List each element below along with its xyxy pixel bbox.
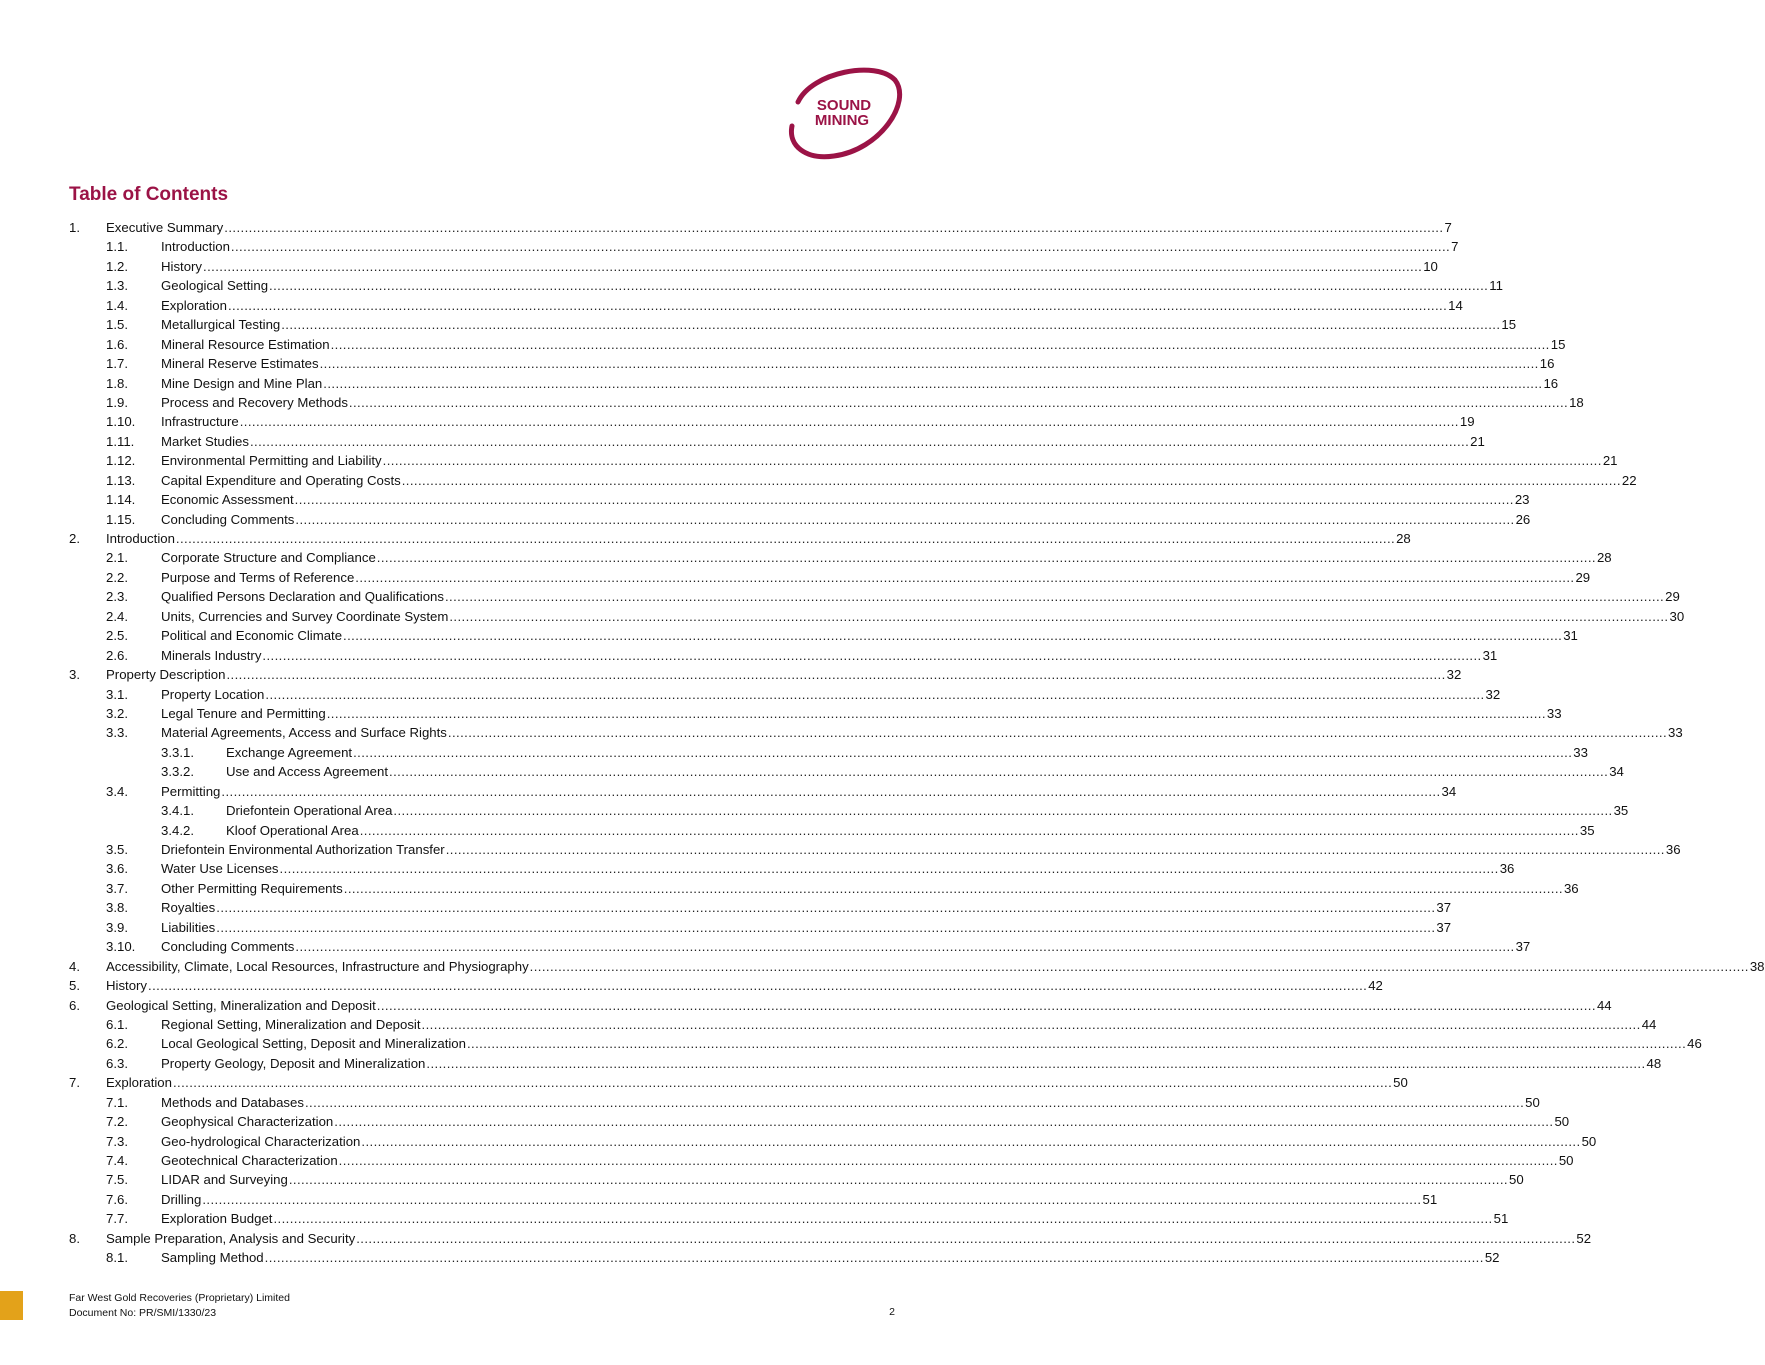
toc-dot-leader: ............................................................................................................................................................................................................................................................................................................: [338, 1153, 1558, 1168]
toc-entry[interactable]: [69, 529, 1411, 548]
toc-entry-page: 51: [1493, 1211, 1509, 1227]
toc-entry-page: 31: [1482, 647, 1498, 663]
toc-entry-page: 36: [1499, 861, 1515, 877]
toc-entry-page: 50: [1554, 1114, 1570, 1130]
toc-entry-number: 7.4.: [106, 1153, 128, 1168]
toc-entry-page: 50: [1393, 1075, 1408, 1091]
toc-entry-number: 2.1.: [106, 550, 128, 566]
toc-entry-title: Infrastructure: [161, 414, 239, 430]
toc-dot-leader: ............................................................................................................................................................................................................................................................................................................: [224, 220, 1444, 235]
toc-entry-number: 7.1.: [106, 1094, 128, 1110]
toc-entry-number: 7.: [69, 1075, 80, 1091]
toc-entry[interactable]: [69, 1054, 1662, 1073]
toc-entry-title: Process and Recovery Methods: [161, 394, 348, 410]
toc-entry-title: Political and Economic Climate: [161, 628, 343, 644]
toc-entry-page: 48: [1646, 1055, 1662, 1071]
toc-dot-leader: ............................................................................................................................................................................................................................................................................................................: [172, 1075, 1393, 1091]
toc-entry[interactable]: [69, 607, 1685, 626]
toc-dot-leader: ............................................................................................................................................................................................................................................................................................................: [295, 511, 1515, 527]
toc-entry-title: Geophysical Characterization: [161, 1114, 334, 1130]
toc-dot-leader: ............................................................................................................................................................................................................................................................................................................: [227, 297, 1448, 313]
toc-entry-number: 8.: [69, 1230, 80, 1246]
toc-dot-leader: ............................................................................................................................................................................................................................................................................................................: [361, 1133, 1581, 1149]
toc-dot-leader: ............................................................................................................................................................................................................................................................................................................: [376, 997, 1596, 1013]
toc-entry-number: 3.4.: [106, 783, 128, 799]
toc-entry[interactable]: [69, 1015, 1657, 1034]
toc-dot-leader: ............................................................................................................................................................................................................................................................................................................: [426, 1055, 1646, 1071]
toc-entry-number: 3.4.1.: [161, 803, 194, 819]
toc-entry-page: 37: [1436, 900, 1452, 916]
toc-dot-leader: ............................................................................................................................................................................................................................................................................................................: [216, 900, 1436, 916]
toc-entry-page: 21: [1470, 433, 1485, 449]
toc-entry-title: Introduction: [161, 239, 230, 255]
toc-dot-leader: ............................................................................................................................................................................................................................................................................................................: [356, 1230, 1576, 1246]
toc-dot-leader: ............................................................................................................................................................................................................................................................................................................: [355, 569, 1575, 585]
toc-entry-title: Geological Setting, Mineralization and Deposit: [106, 997, 376, 1013]
toc-entry-page: 26: [1515, 511, 1531, 527]
toc-dot-leader: ............................................................................................................................................................................................................................................................................................................: [239, 414, 1459, 430]
toc-entry-number: 1.3.: [106, 278, 128, 294]
toc-entry[interactable]: [69, 451, 1618, 470]
toc-entry[interactable]: [69, 1132, 1597, 1151]
toc-entry-page: 19: [1459, 414, 1475, 430]
toc-entry-page: 33: [1573, 744, 1588, 760]
toc-dot-leader: ............................................................................................................................................................................................................................................................................................................: [269, 278, 1489, 294]
toc-entry[interactable]: [69, 743, 1588, 762]
toc-entry-title: Geo-hydrological Characterization: [161, 1133, 361, 1149]
toc-entry-number: 3.9.: [106, 919, 128, 935]
toc-dot-leader: ............................................................................................................................................................................................................................................................................................................: [221, 783, 1441, 799]
toc-entry-page: 46: [1687, 1036, 1702, 1052]
toc-entry-page: 30: [1669, 608, 1685, 624]
toc-entry[interactable]: [69, 840, 1681, 859]
toc-dot-leader: ............................................................................................................................................................................................................................................................................................................: [445, 842, 1665, 857]
toc-entry[interactable]: [69, 918, 1452, 937]
toc-entry-number: 6.: [69, 997, 80, 1013]
toc-entry-title: Property Description: [106, 667, 226, 683]
toc-entry[interactable]: [69, 587, 1680, 606]
toc-dot-leader: ............................................................................................................................................................................................................................................................................................................: [230, 239, 1451, 255]
toc-entry-page: 15: [1501, 317, 1517, 333]
toc-entry-title: Use and Access Agreement: [226, 764, 389, 780]
toc-dot-leader: ............................................................................................................................................................................................................................................................................................................: [323, 375, 1543, 391]
toc-entry-number: 3.5.: [106, 842, 128, 857]
toc-entry-page: 7: [1444, 220, 1452, 235]
toc-entry-title: Mineral Resource Estimation: [161, 336, 330, 352]
toc-entry-page: 18: [1569, 394, 1584, 410]
toc-entry[interactable]: [69, 412, 1475, 431]
toc-entry-number: 3.6.: [106, 861, 128, 877]
toc-dot-leader: ............................................................................................................................................................................................................................................................................................................: [281, 317, 1501, 333]
toc-entry-number: 7.3.: [106, 1133, 128, 1149]
toc-entry-number: 3.7.: [106, 880, 128, 896]
toc-entry-title: Mine Design and Mine Plan: [161, 375, 323, 391]
toc-entry[interactable]: [69, 296, 1463, 315]
toc-entry-page: 28: [1396, 531, 1411, 546]
toc-entry[interactable]: [69, 957, 1765, 976]
toc-entry-page: 44: [1641, 1016, 1657, 1032]
toc-dot-leader: ............................................................................................................................................................................................................................................................................................................: [148, 978, 1368, 994]
toc-entry-title: Exploration Budget: [161, 1211, 273, 1227]
toc-dot-leader: ............................................................................................................................................................................................................................................................................................................: [175, 531, 1396, 546]
toc-entry-number: 2.2.: [106, 569, 128, 585]
toc-dot-leader: ............................................................................................................................................................................................................................................................................................................: [326, 705, 1546, 721]
toc-entry-title: Driefontein Operational Area: [226, 803, 393, 819]
toc-entry-number: 3.2.: [106, 705, 128, 721]
toc-entry-number: 5.: [69, 978, 80, 994]
toc-entry-title: Purpose and Terms of Reference: [161, 569, 355, 585]
toc-entry-page: 36: [1563, 880, 1579, 896]
toc-entry-page: 23: [1514, 492, 1530, 508]
toc-entry-number: 3.4.2.: [161, 822, 194, 838]
toc-entry[interactable]: [69, 393, 1584, 412]
toc-dot-leader: ............................................................................................................................................................................................................................................................................................................: [273, 1211, 1493, 1227]
toc-entry-page: 16: [1543, 375, 1559, 391]
toc-entry-page: 32: [1485, 686, 1501, 702]
toc-entry-page: 52: [1484, 1250, 1500, 1266]
toc-entry[interactable]: [69, 704, 1562, 723]
toc-entry[interactable]: [69, 1112, 1570, 1131]
toc-entry-title: Kloof Operational Area: [226, 822, 359, 838]
toc-dot-leader: ............................................................................................................................................................................................................................................................................................................: [330, 336, 1550, 352]
toc-entry-number: 1.9.: [106, 394, 128, 410]
toc-dot-leader: ............................................................................................................................................................................................................................................................................................................: [343, 628, 1563, 644]
toc-entry[interactable]: [69, 510, 1531, 529]
toc-dot-leader: ............................................................................................................................................................................................................................................................................................................: [376, 550, 1596, 566]
toc-dot-leader: ............................................................................................................................................................................................................................................................................................................: [359, 822, 1579, 838]
toc-entry-title: Royalties: [161, 900, 216, 916]
toc-entry[interactable]: [69, 646, 1498, 665]
toc-entry-title: Sampling Method: [161, 1250, 264, 1266]
toc-entry-page: 36: [1665, 842, 1681, 857]
toc-entry-number: 2.6.: [106, 647, 128, 663]
toc-entry-title: Exploration: [106, 1075, 172, 1091]
toc-entry[interactable]: [69, 315, 1517, 334]
toc-entry-page: 16: [1539, 356, 1555, 372]
toc-entry-page: 50: [1525, 1094, 1540, 1110]
toc-entry-page: 11: [1489, 278, 1503, 294]
toc-dot-leader: ............................................................................................................................................................................................................................................................................................................: [203, 258, 1423, 274]
toc-entry[interactable]: [69, 548, 1612, 567]
toc-entry[interactable]: [69, 665, 1462, 684]
toc-entry-page: 29: [1665, 589, 1680, 605]
toc-dot-leader: ............................................................................................................................................................................................................................................................................................................: [421, 1016, 1641, 1032]
toc-entry[interactable]: [69, 801, 1629, 820]
toc-dot-leader: ............................................................................................................................................................................................................................................................................................................: [279, 861, 1499, 877]
toc-dot-leader: ............................................................................................................................................................................................................................................................................................................: [447, 725, 1668, 741]
toc-entry-title: Exchange Agreement: [226, 744, 353, 760]
toc-entry-number: 3.3.2.: [161, 764, 194, 780]
toc-entry-number: 6.3.: [106, 1055, 128, 1071]
toc-entry-title: Capital Expenditure and Operating Costs: [161, 472, 401, 488]
toc-entry-title: Geotechnical Characterization: [161, 1153, 338, 1168]
toc-entry-page: 50: [1558, 1153, 1574, 1168]
toc-entry-title: Executive Summary: [106, 220, 224, 235]
toc-entry-title: Environmental Permitting and Liability: [161, 453, 382, 469]
toc-entry-title: Introduction: [106, 531, 175, 546]
toc-entry-number: 1.6.: [106, 336, 128, 352]
toc-entry-number: 2.4.: [106, 608, 128, 624]
toc-entry-number: 2.3.: [106, 589, 128, 605]
toc-entry-page: 37: [1436, 919, 1452, 935]
toc-entry-page: 37: [1515, 939, 1531, 955]
toc-entry[interactable]: [69, 374, 1559, 393]
toc-entry-title: Permitting: [161, 783, 221, 799]
toc-dot-leader: ............................................................................................................................................................................................................................................................................................................: [249, 433, 1470, 449]
toc-entry-page: 35: [1613, 803, 1629, 819]
toc-entry-number: 7.6.: [106, 1191, 128, 1207]
toc-entry-number: 2.5.: [106, 628, 128, 644]
toc-entry-number: 1.15.: [106, 511, 136, 527]
toc-entry[interactable]: [69, 762, 1624, 781]
toc-entry-page: 34: [1609, 764, 1624, 780]
page-number: 2: [889, 1306, 895, 1318]
toc-dot-leader: ............................................................................................................................................................................................................................................................................................................: [304, 1094, 1525, 1110]
toc-entry-page: 33: [1546, 705, 1562, 721]
toc-entry-page: 28: [1596, 550, 1612, 566]
toc-entry[interactable]: [69, 685, 1501, 704]
toc-entry[interactable]: [69, 859, 1515, 878]
toc-entry-number: 1.12.: [106, 453, 136, 469]
page-title: Table of Contents: [69, 184, 229, 205]
toc-entry-title: Driefontein Environmental Authorization Transfer: [161, 842, 445, 857]
toc-entry-number: 3.1.: [106, 686, 128, 702]
toc-entry-number: 1.5.: [106, 317, 128, 333]
toc-entry[interactable]: [69, 1170, 1524, 1189]
toc-entry-page: 44: [1596, 997, 1612, 1013]
table-of-contents: [69, 218, 1765, 1268]
toc-entry[interactable]: [69, 1209, 1509, 1228]
toc-dot-leader: ............................................................................................................................................................................................................................................................................................................: [288, 1172, 1508, 1188]
toc-entry[interactable]: [69, 335, 1566, 354]
sound-mining-logo: [784, 66, 902, 160]
toc-entry-title: LIDAR and Surveying: [161, 1172, 288, 1188]
toc-entry-page: 7: [1451, 239, 1459, 255]
toc-entry-title: Exploration: [161, 297, 227, 313]
toc-entry-number: 7.2.: [106, 1114, 128, 1130]
toc-entry[interactable]: [69, 976, 1383, 995]
toc-entry-title: Sample Preparation, Analysis and Security: [106, 1230, 356, 1246]
toc-dot-leader: ............................................................................................................................................................................................................................................................................................................: [343, 880, 1563, 896]
toc-entry-number: 3.8.: [106, 900, 128, 916]
toc-entry-number: 1.: [69, 220, 80, 235]
toc-entry-number: 6.1.: [106, 1016, 128, 1032]
toc-entry-title: Minerals Industry: [161, 647, 262, 663]
toc-entry-title: Concluding Comments: [161, 939, 295, 955]
toc-entry-title: History: [161, 258, 203, 274]
logo-word-mining: MINING: [814, 112, 870, 129]
toc-entry[interactable]: [69, 1248, 1500, 1267]
toc-dot-leader: ............................................................................................................................................................................................................................................................................................................: [348, 394, 1569, 410]
toc-entry[interactable]: [69, 257, 1438, 276]
toc-dot-leader: ............................................................................................................................................................................................................................................................................................................: [319, 356, 1539, 372]
toc-entry-number: 3.10.: [106, 939, 136, 955]
toc-dot-leader: ............................................................................................................................................................................................................................................................................................................: [226, 667, 1446, 683]
toc-entry[interactable]: [69, 237, 1459, 256]
toc-entry-page: 34: [1441, 783, 1457, 799]
toc-dot-leader: ............................................................................................................................................................................................................................................................................................................: [202, 1191, 1422, 1207]
toc-entry[interactable]: [69, 1093, 1540, 1112]
toc-entry-title: History: [106, 978, 148, 994]
toc-dot-leader: ............................................................................................................................................................................................................................................................................................................: [529, 958, 1749, 974]
toc-entry-title: Drilling: [161, 1191, 202, 1207]
toc-entry-number: 1.13.: [106, 472, 136, 488]
toc-entry[interactable]: [69, 1151, 1574, 1170]
footer-company: Far West Gold Recoveries (Proprietary) Limited: [69, 1292, 290, 1304]
toc-entry-number: 1.11.: [106, 433, 135, 449]
toc-dot-leader: ............................................................................................................................................................................................................................................................................................................: [382, 453, 1602, 469]
toc-entry-number: 3.3.1.: [161, 744, 194, 760]
toc-entry-title: Regional Setting, Mineralization and Deposit: [161, 1016, 421, 1032]
toc-entry[interactable]: [69, 1229, 1592, 1248]
toc-entry-number: 1.4.: [106, 297, 128, 313]
toc-entry[interactable]: [69, 354, 1555, 373]
toc-entry-title: Legal Tenure and Permitting: [161, 705, 326, 721]
toc-entry-number: 1.7.: [106, 356, 128, 372]
toc-entry-number: 1.10.: [106, 414, 136, 430]
toc-entry-title: Water Use Licenses: [161, 861, 279, 877]
toc-entry-number: 7.7.: [106, 1211, 128, 1227]
toc-entry-title: Accessibility, Climate, Local Resources, Infrastructure and Physiography: [106, 958, 529, 974]
toc-dot-leader: ............................................................................................................................................................................................................................................................................................................: [265, 686, 1485, 702]
toc-dot-leader: ............................................................................................................................................................................................................................................................................................................: [393, 803, 1613, 819]
toc-entry-title: Other Permitting Requirements: [161, 880, 343, 896]
toc-entry-title: Concluding Comments: [161, 511, 295, 527]
toc-entry[interactable]: [69, 898, 1452, 917]
toc-entry-page: 10: [1423, 258, 1438, 274]
toc-dot-leader: ............................................................................................................................................................................................................................................................................................................: [449, 608, 1669, 624]
toc-entry-title: Units, Currencies and Survey Coordinate System: [161, 608, 449, 624]
toc-entry-page: 50: [1509, 1172, 1524, 1188]
toc-entry[interactable]: [69, 626, 1578, 645]
toc-entry-page: 29: [1575, 569, 1591, 585]
toc-entry[interactable]: [69, 490, 1530, 509]
toc-entry[interactable]: [69, 996, 1612, 1015]
toc-entry-number: 4.: [69, 958, 80, 974]
toc-dot-leader: ............................................................................................................................................................................................................................................................................................................: [216, 919, 1436, 935]
toc-entry[interactable]: [69, 1073, 1408, 1092]
toc-entry-title: Economic Assessment: [161, 492, 294, 508]
toc-entry-title: Metallurgical Testing: [161, 317, 281, 333]
toc-dot-leader: ............................................................................................................................................................................................................................................................................................................: [295, 939, 1515, 955]
toc-entry[interactable]: [69, 1034, 1702, 1053]
toc-dot-leader: ............................................................................................................................................................................................................................................................................................................: [444, 589, 1665, 605]
toc-entry-title: Local Geological Setting, Deposit and Mineralization: [161, 1036, 466, 1052]
toc-entry-page: 15: [1550, 336, 1566, 352]
toc-entry-title: Market Studies: [161, 433, 249, 449]
toc-entry[interactable]: [69, 1190, 1438, 1209]
logo-word-sound: SOUND: [816, 97, 872, 114]
toc-entry-page: 51: [1422, 1191, 1438, 1207]
toc-entry-number: 3.3.: [106, 725, 128, 741]
toc-dot-leader: ............................................................................................................................................................................................................................................................................................................: [334, 1114, 1554, 1130]
toc-dot-leader: ............................................................................................................................................................................................................................................................................................................: [401, 472, 1621, 488]
toc-entry-page: 21: [1602, 453, 1618, 469]
toc-dot-leader: ............................................................................................................................................................................................................................................................................................................: [389, 764, 1609, 780]
toc-entry[interactable]: [69, 821, 1595, 840]
toc-entry-number: 1.2.: [106, 258, 128, 274]
toc-entry-number: 3.: [69, 667, 80, 683]
toc-entry-page: 52: [1576, 1230, 1592, 1246]
toc-entry-title: Corporate Structure and Compliance: [161, 550, 376, 566]
toc-entry-number: 1.1.: [106, 239, 128, 255]
toc-entry-page: 32: [1446, 667, 1462, 683]
toc-entry-title: Qualified Persons Declaration and Qualifications: [161, 589, 444, 605]
toc-entry[interactable]: [69, 471, 1637, 490]
toc-entry-page: 42: [1368, 978, 1383, 994]
toc-entry[interactable]: [69, 432, 1485, 451]
toc-entry[interactable]: [69, 276, 1503, 295]
toc-entry-page: 38: [1749, 958, 1765, 974]
footer: [69, 1291, 290, 1321]
toc-entry[interactable]: [69, 218, 1452, 237]
toc-entry-number: 7.5.: [106, 1172, 128, 1188]
toc-entry-title: Methods and Databases: [161, 1094, 304, 1110]
footer-accent-bar: [0, 1291, 23, 1320]
toc-entry-page: 35: [1579, 822, 1595, 838]
toc-entry[interactable]: [69, 723, 1683, 742]
toc-entry-page: 22: [1621, 472, 1637, 488]
toc-entry[interactable]: [69, 568, 1591, 587]
toc-entry-title: Liabilities: [161, 919, 216, 935]
toc-dot-leader: ............................................................................................................................................................................................................................................................................................................: [294, 492, 1514, 508]
toc-entry-number: 2.: [69, 531, 80, 546]
toc-entry-number: 1.8.: [106, 375, 128, 391]
toc-entry-number: 1.14.: [106, 492, 136, 508]
toc-entry-title: Property Geology, Deposit and Mineralization: [161, 1055, 426, 1071]
toc-dot-leader: ............................................................................................................................................................................................................................................................................................................: [353, 744, 1573, 760]
toc-entry-page: 50: [1581, 1133, 1597, 1149]
toc-entry-page: 33: [1668, 725, 1683, 741]
toc-entry-page: 31: [1563, 628, 1578, 644]
footer-document-number: Document No: PR/SMI/1330/23: [69, 1307, 217, 1319]
toc-dot-leader: ............................................................................................................................................................................................................................................................................................................: [262, 647, 1482, 663]
toc-entry[interactable]: [69, 937, 1531, 956]
toc-entry[interactable]: [69, 782, 1457, 801]
toc-entry-number: 6.2.: [106, 1036, 128, 1052]
toc-entry-number: 8.1.: [106, 1250, 128, 1266]
toc-entry-page: 14: [1448, 297, 1463, 313]
toc-dot-leader: ............................................................................................................................................................................................................................................................................................................: [466, 1036, 1687, 1052]
toc-entry[interactable]: [69, 879, 1579, 898]
toc-entry-title: Material Agreements, Access and Surface Rights: [161, 725, 447, 741]
toc-entry-title: Property Location: [161, 686, 265, 702]
toc-entry-title: Mineral Reserve Estimates: [161, 356, 319, 372]
toc-entry-title: Geological Setting: [161, 278, 269, 294]
toc-dot-leader: ............................................................................................................................................................................................................................................................................................................: [264, 1250, 1484, 1266]
